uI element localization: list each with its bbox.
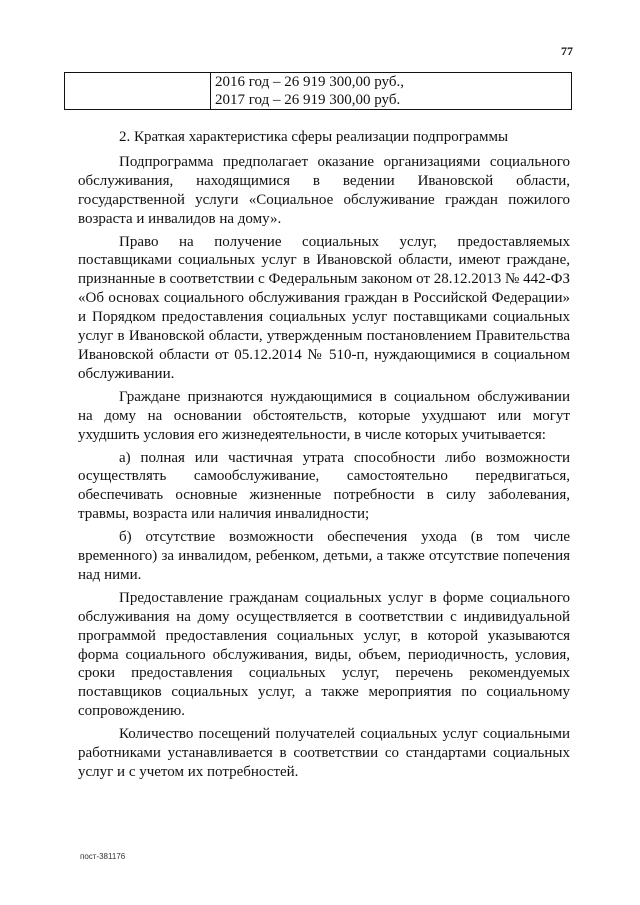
funding-line-2016: 2016 год – 26 919 300,00 руб., xyxy=(215,74,404,90)
page-number: 77 xyxy=(561,44,573,58)
funding-table xyxy=(64,72,572,110)
funding-cell xyxy=(215,74,404,109)
paragraph-right-to-services: Право на получение социальных услуг, предоставляемых поставщиками социальных услуг в Ивановской области, имеют граждане, признанные в соответствии с Федеральным законом от 28.12.2013 № 442-ФЗ «Об основах социального обслуживания граждан в Российской Федерации» и Порядком предоставления социальных услуг поставщиками социальных услуг в Ивановской области, утвержденным постановлением Правительства Ивановской области от 05.12.2014 № 510-п, нуждающимися в социальном обслуживании. xyxy=(78,233,570,382)
list-item-a: а) полная или частичная утрата способности либо возможности осуществлять самообслуживание, самостоятельно передвигаться, обеспечивать основные жизненные потребности в силу заболевания, травмы, возраста или наличия инвалидности; xyxy=(78,449,570,523)
paragraph-need-criteria: Граждане признаются нуждающимися в социальном обслуживании на дому на основании обстоятельств, которые ухудшают или могут ухудшить условия его жизнедеятельности, в числе которых учитывается: xyxy=(78,388,570,443)
section-heading: 2. Краткая характеристика сферы реализации подпрограммы xyxy=(119,129,509,145)
document-body xyxy=(78,128,570,782)
table-divider xyxy=(210,73,211,109)
footer-code: пост-381176 xyxy=(80,852,126,861)
paragraph-subprogram: Подпрограмма предполагает оказание организациями социального обслуживания, находящимися в ведении Ивановской области, государственной услуги «Социальное обслуживание граждан пожилого возраста и инвалидов на дому». xyxy=(78,153,570,227)
paragraph-home-services: Предоставление гражданам социальных услуг в форме социального обслуживания на дому осуществляется в соответствии с индивидуальной программой предоставления социальных услуг, в которой указываются форма социального обслуживания, виды, объем, периодичность, условия, сроки предоставления социальных услуг, перечень рекомендуемых поставщиков социальных услуг, а также мероприятия по социальному сопровождению. xyxy=(78,589,570,720)
funding-line-2017: 2017 год – 26 919 300,00 руб. xyxy=(215,91,401,108)
paragraph-visits: Количество посещений получателей социальных услуг социальными работниками устанавливается в соответствии со стандартами социальных услуг и с учетом их потребностей. xyxy=(78,726,570,780)
list-item-b: б) отсутствие возможности обеспечения ухода (в том числе временного) за инвалидом, ребенком, детьми, а также отсутствие попечения над ними. xyxy=(78,529,570,583)
